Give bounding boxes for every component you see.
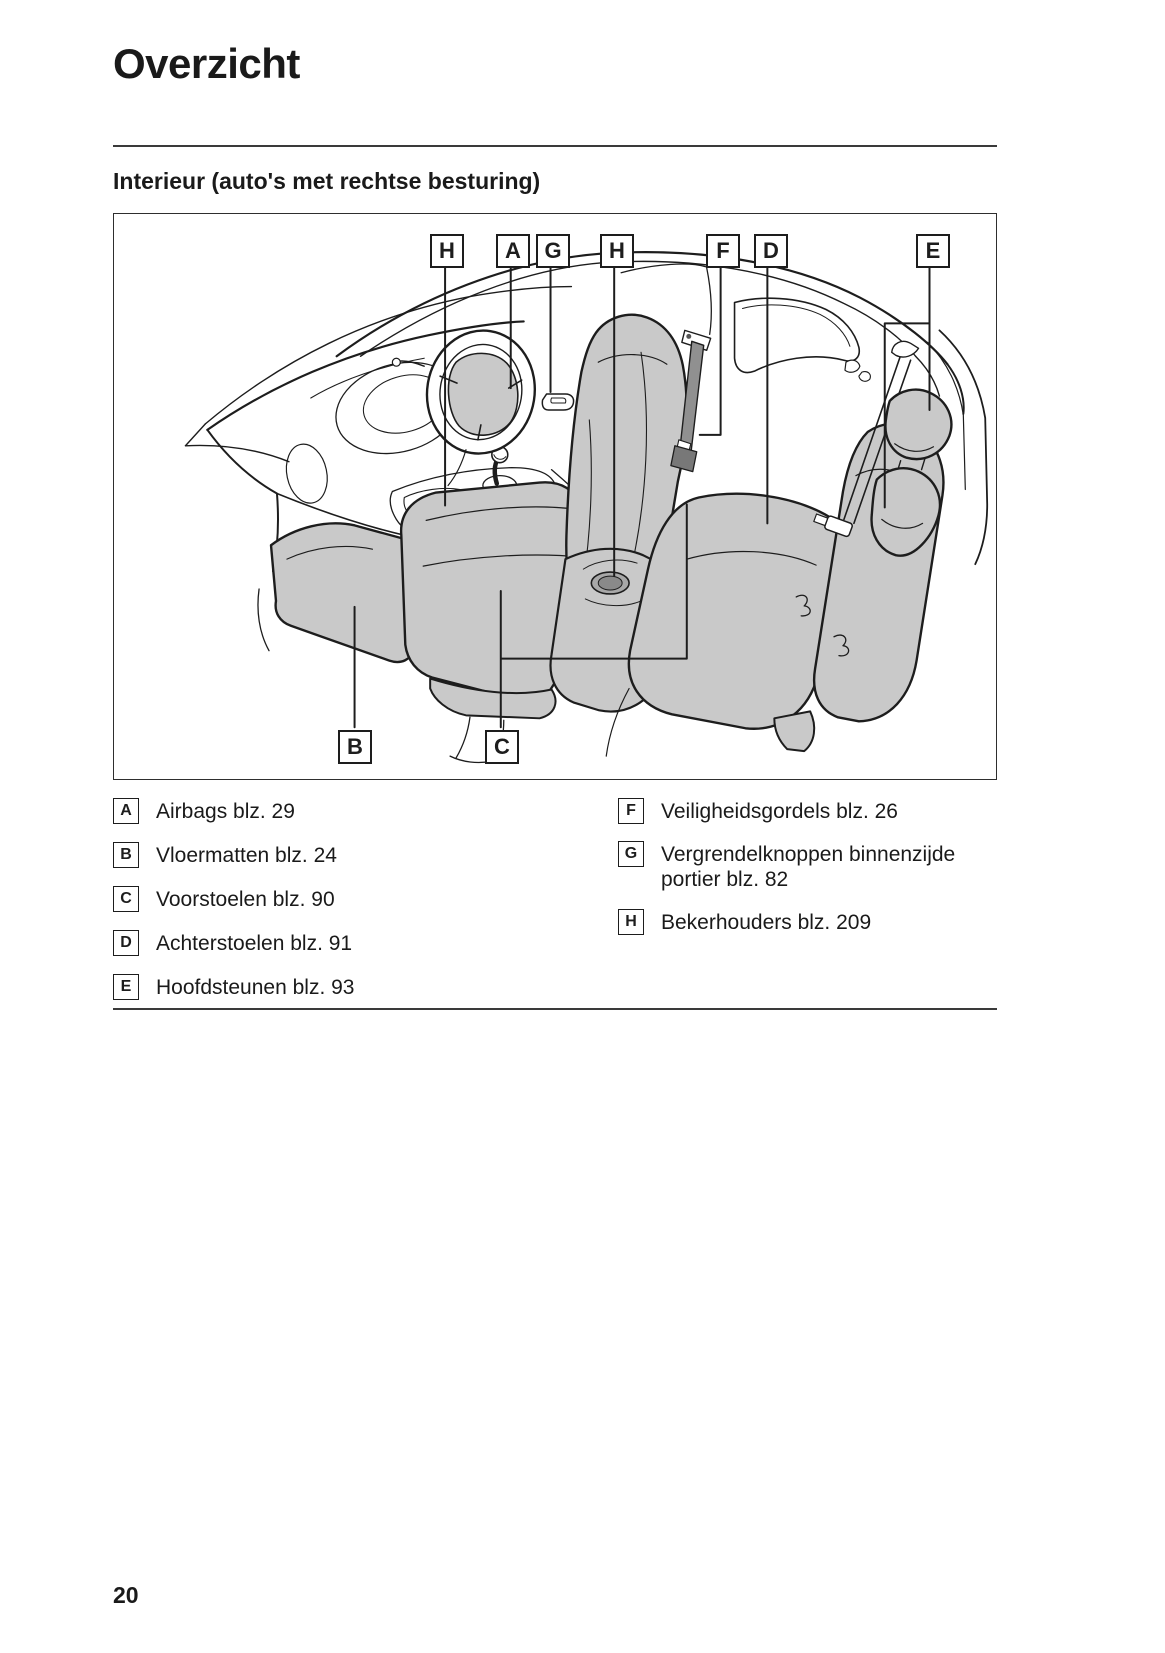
- legend-text: Bekerhouders blz. 209: [661, 911, 872, 934]
- legend-key: G: [618, 841, 644, 867]
- section-title: Interieur (auto's met rechtse besturing): [113, 168, 541, 194]
- legend-item-G: [618, 841, 997, 892]
- legend-item-C: [113, 886, 593, 912]
- airbag: [448, 353, 517, 435]
- door-lock-knob: [542, 394, 573, 410]
- legend-item-A: [113, 798, 593, 824]
- callout-B: B: [338, 730, 372, 764]
- legend-key: B: [113, 842, 139, 868]
- callout-E: E: [916, 234, 950, 268]
- legend-item-E: [113, 974, 593, 1000]
- divider-top: [113, 145, 997, 147]
- legend-text: Hoofdsteunen blz. 93: [156, 976, 355, 999]
- legend-text: Achterstoelen blz. 91: [156, 932, 353, 955]
- legend-column-left: [113, 798, 593, 1018]
- page-number: 20: [113, 1582, 139, 1608]
- legend-text: Airbags blz. 29: [156, 800, 295, 823]
- callout-H: H: [430, 234, 464, 268]
- legend-key: E: [113, 974, 139, 1000]
- legend-text: Vergrendelknoppen binnenzijde portier blz. 82: [661, 843, 956, 891]
- legend-key: C: [113, 886, 139, 912]
- interior-diagram: [113, 213, 997, 780]
- legend-item-B: [113, 842, 593, 868]
- legend-item-H: [618, 909, 997, 935]
- page-title: Overzicht: [113, 40, 300, 87]
- legend-key: A: [113, 798, 139, 824]
- legend-key: F: [618, 798, 644, 824]
- legend-key: D: [113, 930, 139, 956]
- rear-seat-back: [814, 423, 943, 721]
- callout-H: H: [600, 234, 634, 268]
- callout-A: A: [496, 234, 530, 268]
- callout-G: G: [536, 234, 570, 268]
- interior-line-art: [114, 214, 995, 778]
- legend-text: Vloermatten blz. 24: [156, 844, 337, 867]
- legend-key: H: [618, 909, 644, 935]
- legend-item-F: [618, 798, 997, 824]
- callout-D: D: [754, 234, 788, 268]
- divider-bottom: [113, 1008, 997, 1010]
- callout-F: F: [706, 234, 740, 268]
- legend-text: Voorstoelen blz. 90: [156, 888, 335, 911]
- legend-text: Veiligheidsgordels blz. 26: [661, 800, 898, 823]
- legend-column-right: [618, 798, 997, 952]
- legend-item-D: [113, 930, 593, 956]
- callout-C: C: [485, 730, 519, 764]
- steering-wheel: [392, 323, 543, 486]
